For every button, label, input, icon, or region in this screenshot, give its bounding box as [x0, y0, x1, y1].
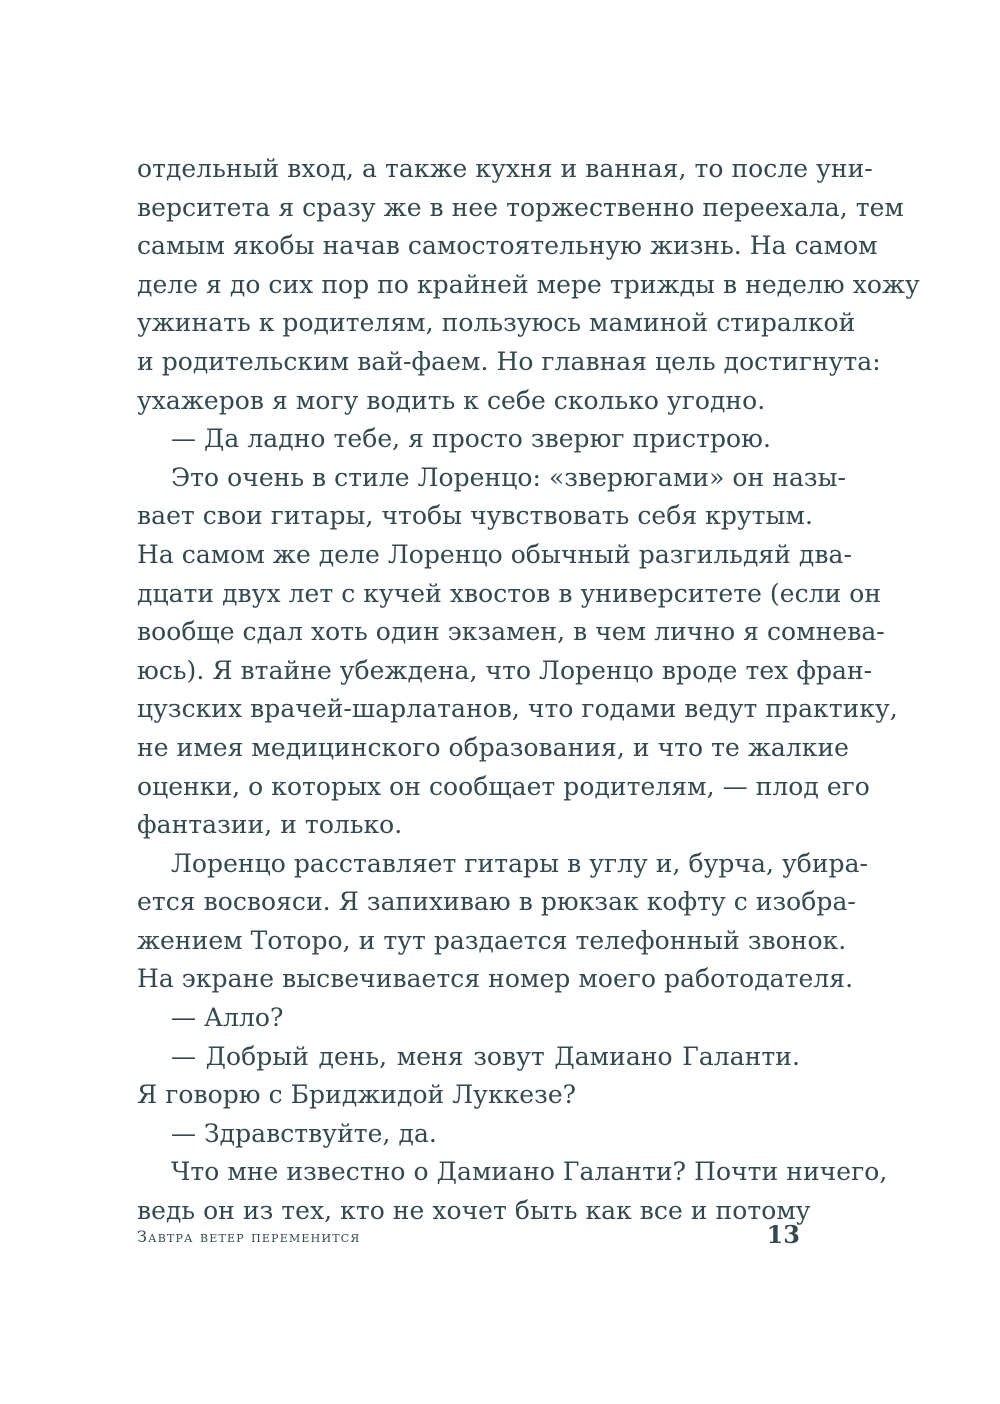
paragraph-start: Что мне известно о Дамиано Галанти? Почти ничего, — [171, 1157, 888, 1187]
dialogue-line: — Добрый день, меня зовут Дамиано Галанти. — [171, 1041, 800, 1071]
text-line: На самом же деле Лоренцо обычный разгильдяй два- — [137, 539, 852, 569]
text-line: дцати двух лет с кучей хвостов в университете (если он — [137, 578, 882, 608]
paragraph-start: Лоренцо расставляет гитары в углу и, бурча, убира- — [171, 848, 869, 878]
text-line: самым якобы начав самостоятельную жизнь. На самом — [137, 231, 878, 261]
text-line: не имея медицинского образования, и что те жалкие — [137, 732, 850, 762]
dialogue-line: — Здравствуйте, да. — [171, 1118, 437, 1148]
text-line: ется восвояси. Я запихиваю в рюкзак кофту с изобра- — [137, 887, 856, 917]
text-line: На экране высвечивается номер моего работодателя. — [137, 964, 854, 994]
text-line: ужинать к родителям, пользуюсь маминой стиралкой — [137, 308, 856, 338]
text-line: верситета я сразу же в нее торжественно переехала, тем — [137, 192, 904, 222]
text-line: юсь). Я втайне убеждена, что Лоренцо вроде тех фран- — [137, 655, 873, 685]
page-number: 13 — [766, 1220, 800, 1249]
text-line: Я говорю с Бриджидой Луккезе? — [137, 1080, 577, 1110]
text-line: оценки, о которых он сообщает родителям, — плод его — [137, 771, 870, 801]
text-line: фантазии, и только. — [137, 810, 403, 840]
text-line: жением Тоторо, и тут раздается телефонный звонок. — [137, 925, 847, 955]
body-text — [137, 150, 920, 1231]
text-line: отдельный вход, а также кухня и ванная, то после уни- — [137, 154, 873, 183]
running-title: Завтра ветер переменится — [137, 1227, 361, 1246]
paragraph-start: Это очень в стиле Лоренцо: «зверюгами» он назы- — [171, 462, 847, 492]
text-line: цузских врачей-шарлатанов, что годами ведут практику, — [137, 694, 898, 724]
text-line: ведь он из тех, кто не хочет быть как все и потому — [137, 1196, 811, 1226]
text-line: вообще сдал хоть один экзамен, в чем лично я сомнева- — [137, 617, 885, 647]
text-line: деле я до сих пор по крайней мере трижды в неделю хожу — [137, 269, 920, 299]
text-line: ухажеров я могу водить к себе сколько угодно. — [137, 385, 766, 415]
text-line: и родительским вай-фаем. Но главная цель достигнута: — [137, 346, 881, 376]
dialogue-line: — Алло? — [171, 1003, 284, 1033]
dialogue-line: — Да ладно тебе, я просто зверюг пристрою. — [171, 424, 771, 454]
text-line: вает свои гитары, чтобы чувствовать себя крутым. — [137, 501, 813, 531]
